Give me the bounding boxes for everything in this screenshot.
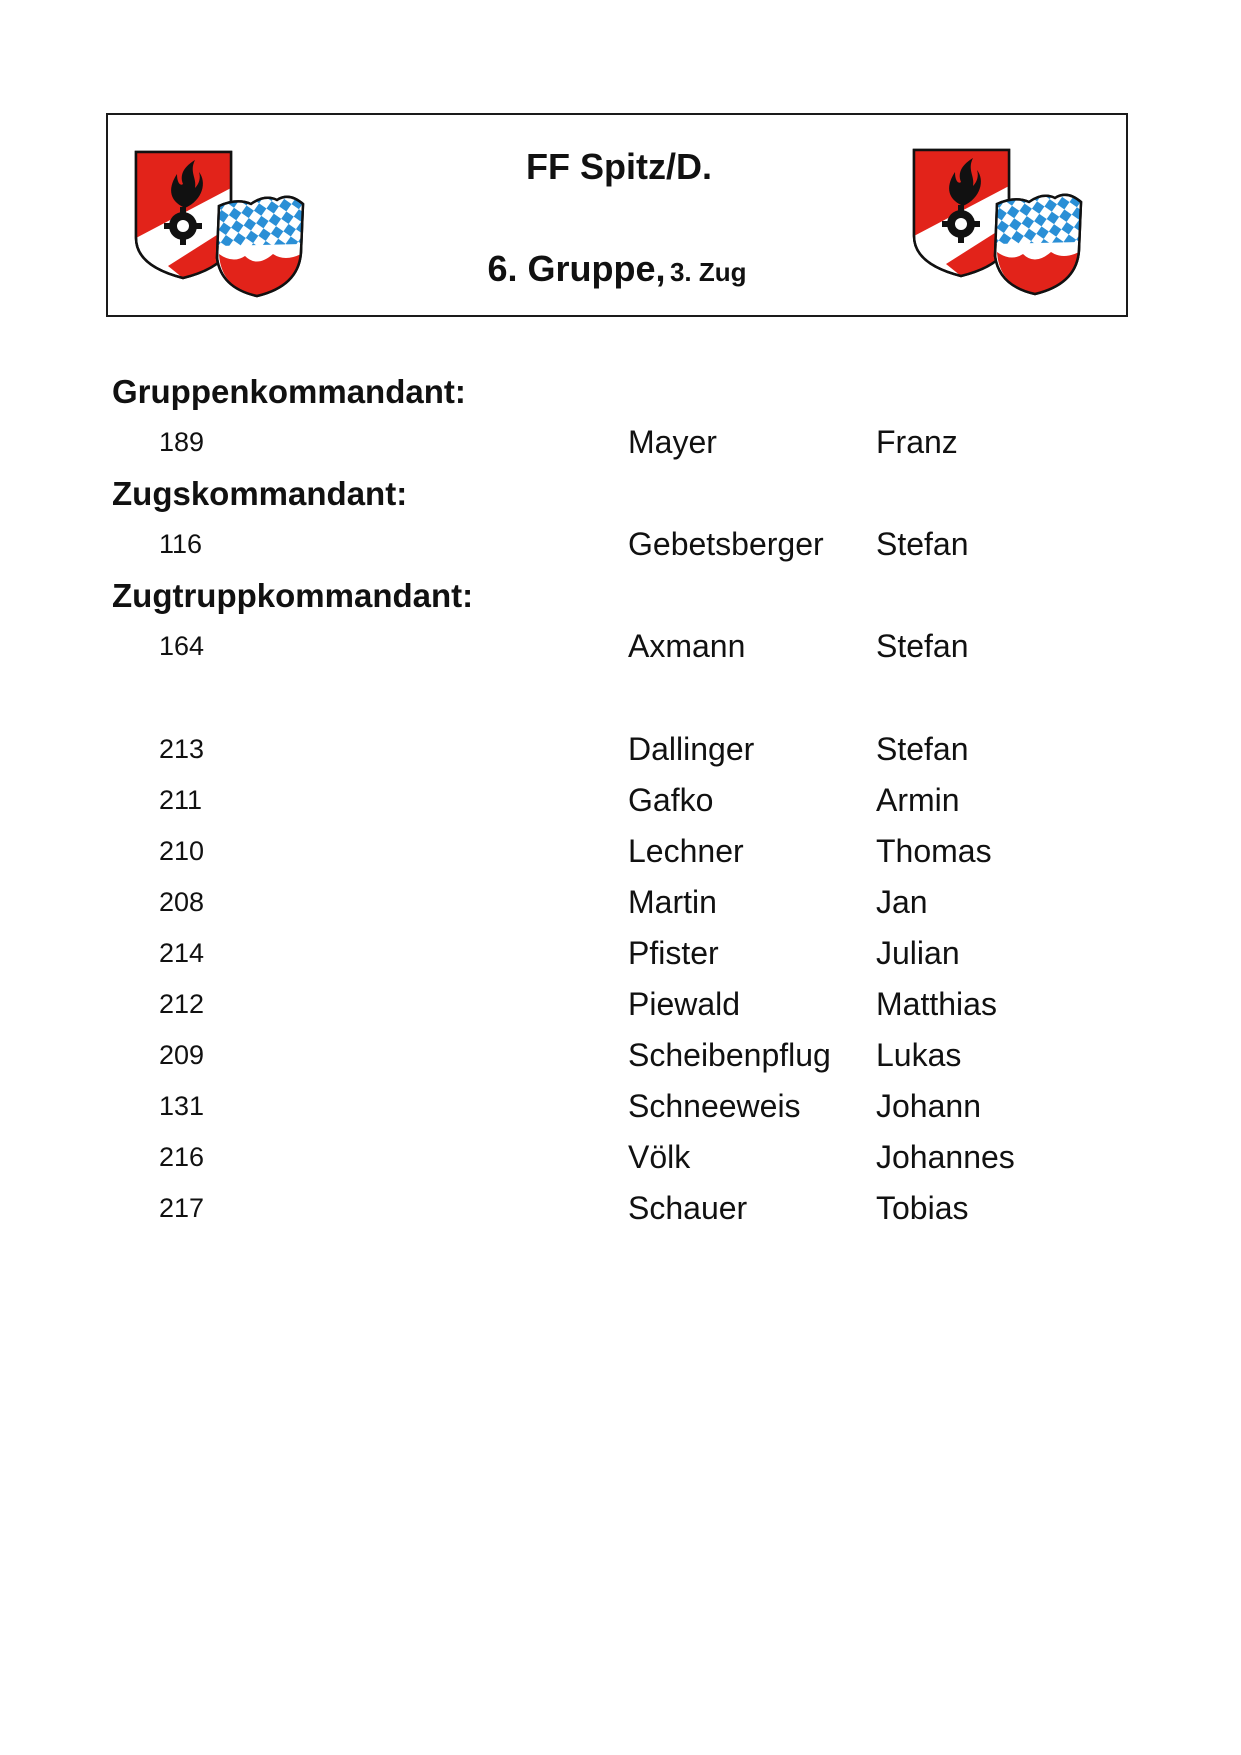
member-first-name: Tobias [876, 1190, 969, 1226]
member-last-name: Schauer [628, 1190, 748, 1226]
member-first-name: Stefan [876, 731, 969, 767]
member-last-name: Gebetsberger [628, 526, 824, 562]
member-row [112, 621, 1112, 672]
member-first-name: Stefan [876, 628, 969, 664]
roster [112, 366, 1112, 1234]
member-number: 217 [159, 1193, 205, 1223]
crest-pair-icon [911, 146, 1091, 296]
member-number: 212 [159, 989, 205, 1019]
member-row [112, 519, 1112, 570]
member-first-name: Stefan [876, 526, 969, 562]
member-number: 116 [159, 529, 203, 559]
member-number: 214 [159, 938, 205, 968]
spacer [112, 672, 1112, 724]
member-first-name: Johann [876, 1088, 981, 1124]
member-row [112, 1183, 1112, 1234]
member-row [112, 724, 1112, 775]
member-row [112, 877, 1112, 928]
page-title: FF Spitz/D. [526, 146, 712, 187]
member-first-name: Thomas [876, 833, 992, 869]
role-heading: Gruppenkommandant: [112, 373, 466, 410]
member-first-name: Armin [876, 782, 960, 818]
member-number: 213 [159, 734, 205, 764]
member-row [112, 775, 1112, 826]
member-row [112, 928, 1112, 979]
role-heading: Zugskommandant: [112, 475, 408, 512]
member-number: 131 [159, 1091, 205, 1121]
member-last-name: Scheibenpflug [628, 1037, 831, 1073]
member-number: 208 [159, 887, 205, 917]
member-first-name: Lukas [876, 1037, 962, 1073]
member-row [112, 1030, 1112, 1081]
member-first-name: Johannes [876, 1139, 1015, 1175]
member-last-name: Piewald [628, 986, 741, 1022]
member-number: 211 [159, 785, 203, 815]
member-row [112, 979, 1112, 1030]
member-first-name: Julian [876, 935, 960, 971]
crest-right [911, 146, 1091, 296]
member-row [112, 826, 1112, 877]
role-heading: Zugtruppkommandant: [112, 577, 474, 614]
member-last-name: Völk [628, 1139, 691, 1175]
platoon-label: 3. Zug [669, 257, 747, 287]
member-first-name: Franz [876, 424, 958, 460]
member-number: 209 [159, 1040, 205, 1070]
member-last-name: Gafko [628, 782, 714, 818]
member-last-name: Mayer [628, 424, 717, 460]
member-row [112, 1132, 1112, 1183]
member-last-name: Lechner [628, 833, 744, 869]
member-first-name: Matthias [876, 986, 997, 1022]
member-list [112, 724, 1112, 1234]
member-last-name: Schneeweis [628, 1088, 801, 1124]
member-number: 164 [159, 631, 205, 661]
member-row [112, 417, 1112, 468]
member-last-name: Pfister [628, 935, 719, 971]
member-last-name: Axmann [628, 628, 746, 664]
member-number: 216 [159, 1142, 205, 1172]
header-box [106, 113, 1128, 317]
member-first-name: Jan [876, 884, 928, 920]
member-number: 210 [159, 836, 205, 866]
member-row [112, 1081, 1112, 1132]
group-label: 6. Gruppe, [487, 248, 666, 289]
member-last-name: Martin [628, 884, 717, 920]
member-last-name: Dallinger [628, 731, 755, 767]
member-number: 189 [159, 427, 205, 457]
